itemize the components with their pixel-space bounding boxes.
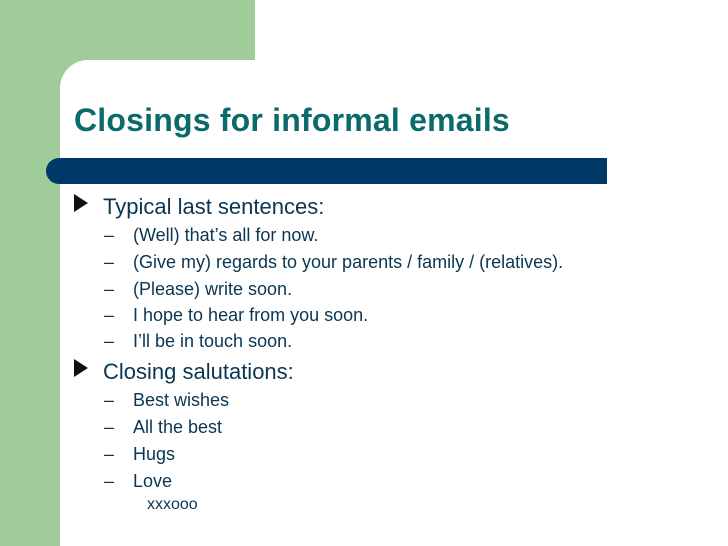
dash-icon: – [104, 252, 115, 272]
dash-icon: – [104, 417, 115, 437]
dash-icon: – [104, 225, 115, 245]
dash-icon: – [104, 305, 115, 325]
dash-icon: – [104, 279, 115, 299]
dash-icon: – [104, 390, 115, 410]
title-underline-bar [46, 158, 607, 184]
bullet-label: Typical last sentences: [103, 194, 325, 219]
bullet-typical-last-sentences [74, 194, 325, 219]
bullet-closing-salutations [74, 359, 294, 384]
list-item-text: Best wishes [133, 390, 230, 410]
bullet-triangle-icon [74, 194, 88, 212]
list-item-text: (Give my) regards to your parents / family / (relatives). [133, 252, 564, 272]
bullet-triangle-icon [74, 359, 88, 377]
list-item-text: (Well) that’s all for now. [133, 225, 319, 245]
list-item-text: I’ll be in touch soon. [133, 331, 293, 351]
list-item-text: Hugs [133, 444, 176, 464]
list-item-text: Love [133, 471, 173, 491]
page-title: Closings for informal emails [74, 102, 510, 138]
bullet-label: Closing salutations: [103, 359, 294, 384]
dash-icon: – [104, 444, 115, 464]
list-item-text: All the best [133, 417, 223, 437]
list-item-text: I hope to hear from you soon. [133, 305, 369, 325]
list-item-text: (Please) write soon. [133, 279, 293, 299]
dash-icon: – [104, 331, 115, 351]
sub-item-text: xxxooo [147, 496, 198, 513]
dash-icon: – [104, 471, 115, 491]
